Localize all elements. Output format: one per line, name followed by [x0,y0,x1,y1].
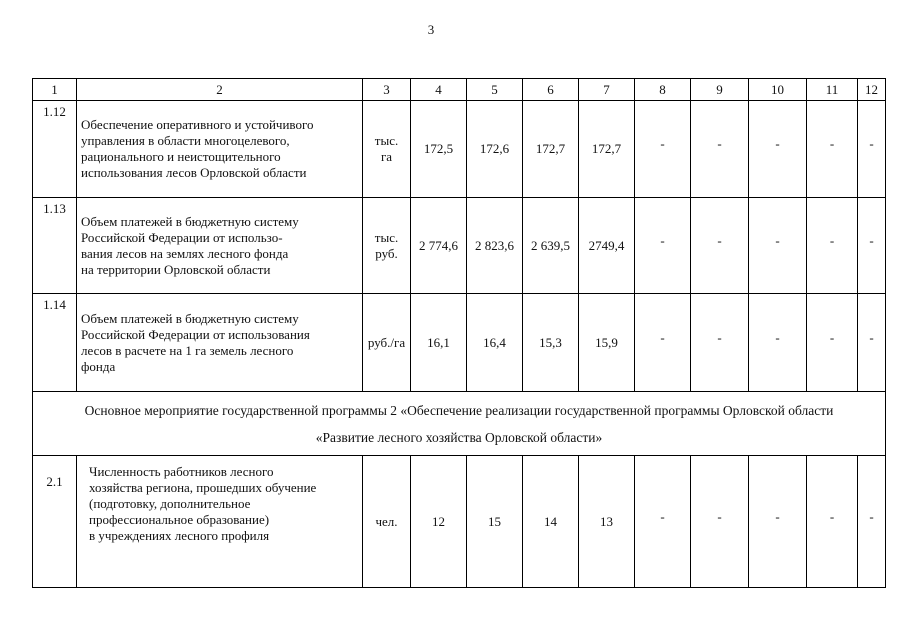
dash-mark: - [717,508,722,524]
dash-mark: - [717,329,722,345]
column-header: 12 [858,79,886,101]
section-heading [33,392,886,456]
empty-cell [749,101,807,198]
value-cell: 15,9 [579,294,635,392]
column-header: 5 [467,79,523,101]
empty-cell [749,198,807,294]
dash-mark: - [775,508,780,524]
row-unit [363,101,411,198]
value-cell: 2 823,6 [467,198,523,294]
empty-cell [635,294,691,392]
description-line: хозяйства региона, прошедших обучение [89,480,317,495]
empty-cell [749,456,807,588]
description-line: Обеспечение оперативного и устойчивого [81,117,314,132]
empty-cell [858,198,886,294]
description-line: Российской Федерации от использо- [81,229,283,245]
empty-cell [807,198,858,294]
table-header-row [33,79,886,101]
value-cell: 14 [523,456,579,588]
empty-cell [691,456,749,588]
section-row [33,392,886,456]
empty-cell [635,101,691,198]
value-cell: 2 774,6 [411,198,467,294]
table-row [33,101,886,198]
dash-mark: - [829,136,835,151]
dash-mark: - [717,232,722,248]
description-line: фонда [81,358,116,374]
column-header: 11 [807,79,858,101]
dash-mark: - [829,232,835,248]
description-line: в учреждениях лесного профиля [89,528,270,543]
column-header: 9 [691,79,749,101]
section-heading-line: Основное мероприятие государственной программы 2 «Обеспечение реализации государственной программы Орловской области [84,402,834,418]
row-description [77,198,363,294]
dash-mark: - [660,508,665,524]
column-header: 8 [635,79,691,101]
empty-cell [691,294,749,392]
dash-mark: - [717,136,722,151]
row-unit [363,294,411,392]
description-line: управления в области многоцелевого, [81,133,290,148]
empty-cell [807,294,858,392]
column-header: 2 [77,79,363,101]
description-line: Объем платежей в бюджетную систему [81,310,299,326]
dash-mark: - [869,508,874,524]
empty-cell [749,294,807,392]
unit-line: руб. [375,245,398,261]
description-line: вания лесов на землях лесного фонда [81,245,289,261]
unit-line: чел. [375,513,398,529]
dash-mark: - [660,329,665,345]
description-line: Российской Федерации от использования [81,326,310,342]
row-number: 1.12 [33,101,77,198]
value-cell: 12 [411,456,467,588]
column-header: 7 [579,79,635,101]
dash-mark: - [660,232,665,248]
description-line: рационального и неистощительного [81,149,281,164]
value-cell: 172,7 [523,101,579,198]
column-header: 1 [33,79,77,101]
column-header: 3 [363,79,411,101]
row-unit [363,198,411,294]
dash-mark: - [869,329,874,345]
value-cell: 2 639,5 [523,198,579,294]
empty-cell [635,456,691,588]
row-number: 2.1 [33,456,77,588]
dash-mark: - [775,232,780,248]
value-cell: 16,4 [467,294,523,392]
description-line: лесов в расчете на 1 га земель лесного [81,342,294,358]
value-cell: 2749,4 [579,198,635,294]
unit-line: руб./га [367,334,406,350]
description-line: профессиональное образование) [89,512,270,527]
value-cell: 13 [579,456,635,588]
dash-mark: - [660,136,665,151]
empty-cell [858,294,886,392]
page-number: 3 [427,22,435,37]
description-line: Численность работников лесного [89,464,274,479]
table-row [33,198,886,294]
empty-cell [858,101,886,198]
column-header: 6 [523,79,579,101]
row-unit [363,456,411,588]
empty-cell [858,456,886,588]
dash-mark: - [829,329,835,345]
value-cell: 172,6 [467,101,523,198]
empty-cell [691,101,749,198]
dash-mark: - [869,136,874,151]
unit-line: тыс. [374,229,399,245]
unit-line: га [380,149,393,164]
empty-cell [635,198,691,294]
row-number: 1.14 [33,294,77,392]
column-header: 10 [749,79,807,101]
empty-cell [807,456,858,588]
column-header: 4 [411,79,467,101]
section-heading-line: «Развитие лесного хозяйства Орловской области» [315,429,603,445]
table-row [33,456,886,588]
value-cell: 15 [467,456,523,588]
value-cell: 172,5 [411,101,467,198]
dash-mark: - [775,136,780,151]
description-line: использования лесов Орловской области [81,165,307,180]
value-cell: 172,7 [579,101,635,198]
value-cell: 16,1 [411,294,467,392]
dash-mark: - [869,232,874,248]
row-description [77,456,363,588]
row-description [77,294,363,392]
description-line: (подготовку, дополнительное [89,496,251,511]
empty-cell [807,101,858,198]
dash-mark: - [829,508,835,524]
indicators-table [32,78,886,588]
empty-cell [691,198,749,294]
row-description [77,101,363,198]
table-row [33,294,886,392]
dash-mark: - [775,329,780,345]
description-line: на территории Орловской области [81,261,271,277]
value-cell: 15,3 [523,294,579,392]
description-line: Объем платежей в бюджетную систему [81,213,299,229]
row-number: 1.13 [33,198,77,294]
unit-line: тыс. [374,133,399,148]
